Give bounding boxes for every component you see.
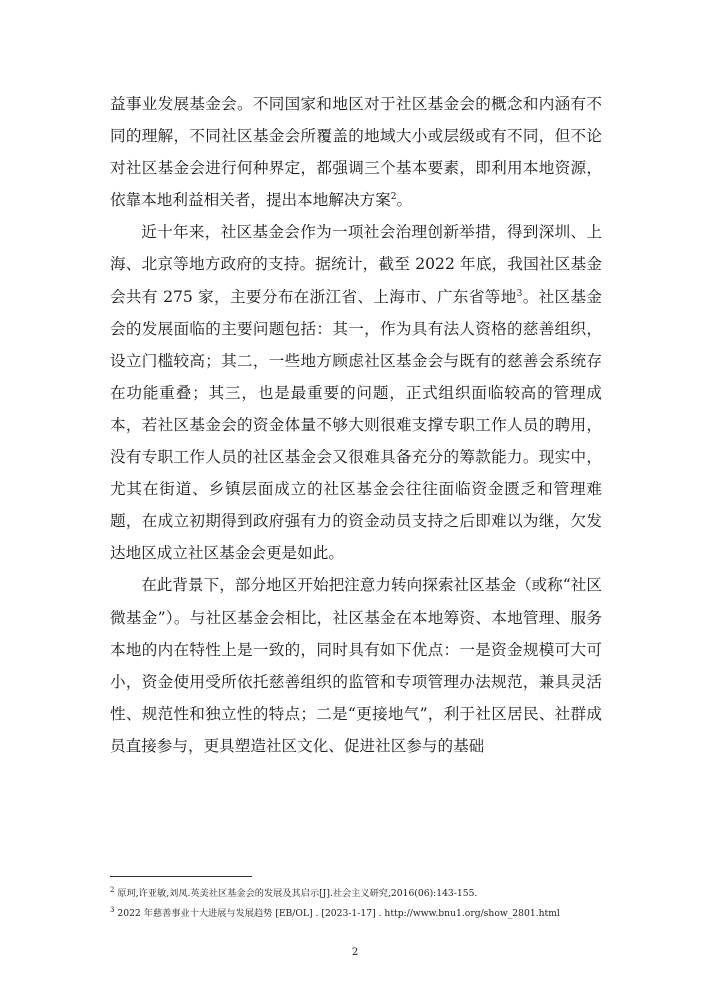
paragraph — [110, 569, 602, 762]
footnotes — [110, 884, 605, 924]
footnote-number: 3 — [110, 905, 115, 914]
page-number: 2 — [351, 947, 359, 958]
footnote-item — [110, 904, 605, 924]
paragraph-text: 益事业发展基金会。不同国家和地区对于社区基金会的概念和内涵有不同的理解，不同社区基金会所覆盖的地域大小或层级或有不同，但不论对社区基金会进行何种界定，都强调三个基本要素，即利用本地资源，依靠本地利益相关者，提出本地解决方案 — [110, 95, 602, 210]
footnote-item — [110, 884, 605, 904]
footnote-ref-3[interactable]: 3 — [516, 288, 523, 299]
footnote-text: 2022 年慈善事业十大进展与发展趋势 [EB/OL] . [2023-1-17] . http://www.bnu1.org/show_2801.html — [117, 908, 560, 919]
footnote-ref-2[interactable]: 2 — [390, 192, 397, 203]
footnote-divider — [110, 876, 252, 877]
paragraph-text-tail: 。 — [396, 191, 413, 210]
paragraph-text: 在此背景下，部分地区开始把注意力转向探索社区基金（或称“社区微基金”）。与社区基金会相比，社区基金在本地筹资、本地管理、服务本地的内在特性上是一致的，同时具有如下优点：一是资金规模可大可小，资金使用受所依托慈善组织的监管和专项管理办法规范，兼具灵活性、规范性和独立性的特点；二是“更接地气”，利于社区居民、社群成员直接参与，更具塑造社区文化、促进社区参与的基础 — [110, 576, 602, 755]
paragraph-text-tail: 。社区基金会的发展面临的主要问题包括：其一，作为具有法人资格的慈善组织，设立门槛较高；其二，一些地方顾虑社区基金会与既有的慈善会系统存在功能重叠；其三，也是最重要的问题，正式组织面临较高的管理成本，若社区基金会的资金体量不够大则很难支撑专职工作人员的聘用，没有专职工作人员的社区基金会又很难具备充分的筹款能力。现实中，尤其在街道、乡镇层面成立的社区基金会往往面临资金匮乏和管理难题，在成立初期得到政府强有力的资金动员支持之后即难以为继，欠发达地区成立社区基金会更是如此。 — [110, 287, 602, 563]
body-text — [110, 88, 602, 762]
footnote-number: 2 — [110, 885, 115, 894]
footnote-text: 原珂,许亚敏,刘凤.英美社区基金会的发展及其启示[J].社会主义研究,2016(06):143-155. — [117, 888, 478, 899]
paragraph-text: 近十年来，社区基金会作为一项社会治理创新举措，得到深圳、上海、北京等地方政府的支持。据统计，截至 2022 年底，我国社区基金会共有 275 家，主要分布在浙江省、上海市、广东省等地 — [110, 223, 602, 306]
paragraph — [110, 216, 602, 569]
paragraph-continued — [110, 88, 602, 216]
